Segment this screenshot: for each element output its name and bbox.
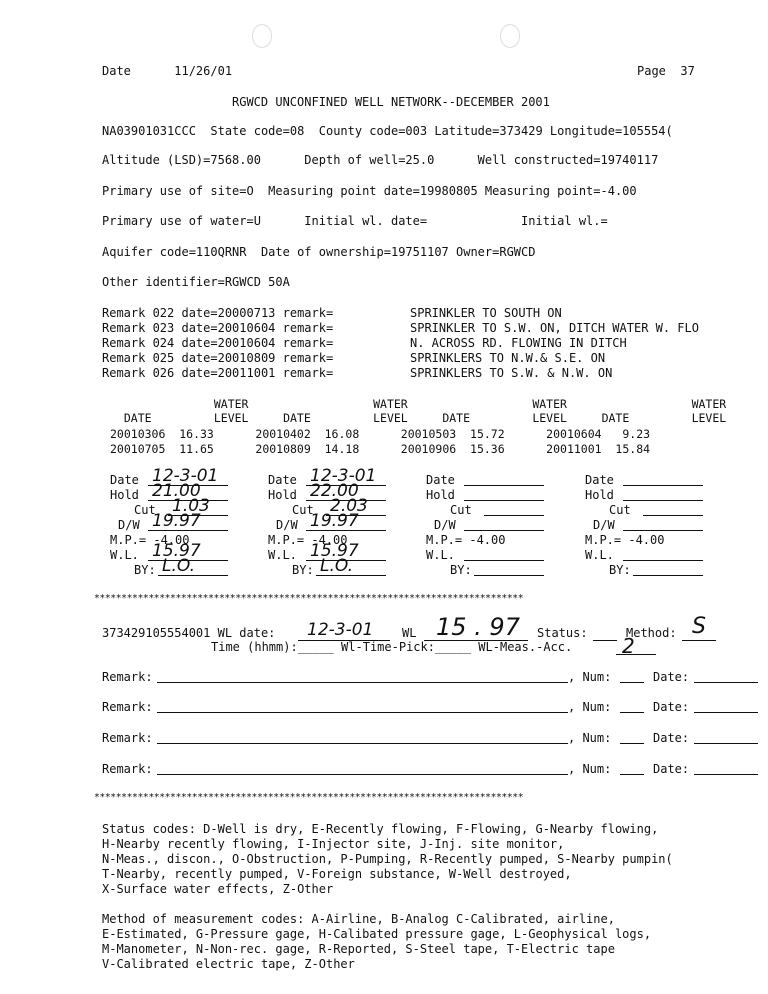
form-label-mp: M.P.= -4.00 [426, 533, 506, 547]
form-label-hold: Hold [268, 488, 297, 502]
remark-text: SPRINKLERS TO S.W. & N.W. ON [410, 366, 613, 380]
site-line: Other identifier=RGWCD 50A [102, 275, 290, 289]
remark-date-label: Date: [653, 731, 690, 745]
form-field-line [623, 530, 703, 531]
remark-header: Remark 026 date=20011001 remark= [102, 366, 334, 380]
method-code-line: E-Estimated, G-Pressure gage, H-Calibated pressure gage, L-Geophysical logs, [102, 927, 652, 941]
handwritten-wl[interactable]: 15.97 [152, 541, 201, 561]
site-line: Primary use of water=U Initial wl. date= Initial wl.= [102, 214, 608, 228]
form-label-hold: Hold [585, 488, 614, 502]
header-date: Date 11/26/01 [102, 64, 233, 78]
remark-input[interactable] [157, 682, 568, 683]
wl-value[interactable]: 15 . 97 [436, 613, 520, 641]
form-label-dw: D/W [276, 518, 298, 532]
form-label-cut: Cut [450, 503, 472, 517]
remark-label: Remark: [102, 700, 153, 714]
form-label-dw: D/W [118, 518, 140, 532]
handwritten-date[interactable]: 12-3-01 [310, 466, 377, 486]
remark-date-input[interactable] [694, 774, 758, 775]
handwritten-wl[interactable]: 15.97 [310, 541, 359, 561]
form-label-date: Date [268, 473, 297, 487]
remark-input[interactable] [157, 743, 568, 744]
site-line: Primary use of site=O Measuring point date=19980805 Measuring point=-4.00 [102, 184, 637, 198]
form-field-line [464, 500, 544, 501]
time-line: Time (hhmm):_____ Wl-Time-Pick:_____ WL-Meas.-Acc. [211, 640, 573, 654]
remark-date-input[interactable] [694, 682, 758, 683]
method-value[interactable]: S [692, 614, 706, 639]
status-code-line: N-Meas., discon., O-Obstruction, P-Pumping, R-Recently pumped, S-Nearby pumpin( [102, 852, 673, 866]
status-code-line: T-Nearby, recently pumped, V-Foreign substance, W-Well destroyed, [102, 867, 572, 881]
remark-num-label: , Num: [568, 700, 612, 714]
remark-text: SPRINKLER TO SOUTH ON [410, 306, 562, 320]
separator: ******************************************************************************* [94, 792, 524, 803]
remark-text: N. ACROSS RD. FLOWING IN DITCH [410, 336, 627, 350]
handwritten-by[interactable]: L.O. [162, 556, 195, 576]
form-label-cut: Cut [292, 503, 314, 517]
form-field-line [464, 560, 544, 561]
site-line: Aquifer code=110QRNR Date of ownership=19751107 Owner=RGWCD [102, 245, 536, 259]
remark-label: Remark: [102, 670, 153, 684]
remark-input[interactable] [157, 712, 568, 713]
remark-num-input[interactable] [620, 743, 644, 744]
method-code-line: Method of measurement codes: A-Airline, B-Analog C-Calibrated, airline, [102, 912, 615, 926]
form-label-by: BY: [609, 563, 631, 577]
form-field-line [474, 575, 544, 576]
site-id-wl-date: 373429105554001 WL date: [102, 626, 276, 640]
remark-date-input[interactable] [694, 743, 758, 744]
levels-header: WATER WATER WATER WATER [110, 397, 727, 411]
method-code-line: V-Calibrated electric tape, Z-Other [102, 957, 355, 971]
method-label: Method: [626, 626, 677, 640]
form-label-wl: W.L. [426, 548, 455, 562]
form-field-line [643, 515, 703, 516]
levels-row: 20010306 16.33 20010402 16.08 20010503 15.72 20010604 9.23 [110, 427, 651, 441]
handwritten-cut[interactable]: 2.03 [330, 496, 368, 516]
page-title: RGWCD UNCONFINED WELL NETWORK--DECEMBER 2001 [232, 95, 550, 109]
form-label-dw: D/W [593, 518, 615, 532]
remark-num-input[interactable] [620, 774, 644, 775]
form-label-date: Date [426, 473, 455, 487]
remark-label: Remark: [102, 731, 153, 745]
remark-input[interactable] [157, 774, 568, 775]
handwritten-by[interactable]: L.O. [320, 556, 353, 576]
handwritten-dw[interactable]: 19.97 [152, 511, 201, 531]
form-field-line [623, 500, 703, 501]
form-field-line [623, 560, 703, 561]
levels-row: 20010705 11.65 20010809 14.18 20010906 15.36 20011001 15.84 [110, 442, 651, 456]
separator: ******************************************************************************* [94, 593, 524, 604]
form-label-cut: Cut [134, 503, 156, 517]
form-label-by: BY: [134, 563, 156, 577]
remark-num-label: , Num: [568, 670, 612, 684]
form-label-wl: W.L. [110, 548, 139, 562]
form-label-wl: W.L. [585, 548, 614, 562]
punch-hole-left [252, 24, 272, 48]
accuracy-value[interactable]: 2 [622, 634, 635, 658]
form-label-date: Date [110, 473, 139, 487]
remark-text: SPRINKLERS TO N.W.& S.E. ON [410, 351, 606, 365]
remark-header: Remark 024 date=20010604 remark= [102, 336, 334, 350]
handwritten-hold[interactable]: 21.00 [152, 481, 201, 501]
form-field-line [623, 485, 703, 486]
status-code-line: X-Surface water effects, Z-Other [102, 882, 334, 896]
handwritten-dw[interactable]: 19.97 [310, 511, 359, 531]
form-label-by: BY: [450, 563, 472, 577]
remark-num-label: , Num: [568, 762, 612, 776]
status-code-line: Status codes: D-Well is dry, E-Recently flowing, F-Flowing, G-Nearby flowing, [102, 822, 659, 836]
status-code-line: H-Nearby recently flowing, I-Injector site, J-Inj. site monitor, [102, 837, 565, 851]
remark-header: Remark 022 date=20000713 remark= [102, 306, 334, 320]
punch-hole-right [500, 24, 520, 48]
form-label-hold: Hold [110, 488, 139, 502]
remark-num-input[interactable] [620, 712, 644, 713]
site-line: Altitude (LSD)=7568.00 Depth of well=25.0 Well constructed=19740117 [102, 153, 659, 167]
wl-date-value[interactable]: 12-3-01 [307, 620, 374, 640]
form-field-line [484, 515, 544, 516]
remark-header: Remark 025 date=20010809 remark= [102, 351, 334, 365]
form-field-line [633, 575, 703, 576]
form-label-mp: M.P.= -4.00 [110, 533, 190, 547]
remark-date-input[interactable] [694, 712, 758, 713]
remark-date-label: Date: [653, 700, 690, 714]
remark-num-label: , Num: [568, 731, 612, 745]
form-label-mp: M.P.= -4.00 [268, 533, 348, 547]
remark-date-label: Date: [653, 670, 690, 684]
form-label-wl: W.L. [268, 548, 297, 562]
form-label-hold: Hold [426, 488, 455, 502]
levels-header: DATE LEVEL DATE LEVEL DATE LEVEL DATE LEVEL [110, 411, 727, 425]
form-label-dw: D/W [434, 518, 456, 532]
wl-label: WL [402, 626, 417, 640]
remark-text: SPRINKLER TO S.W. ON, DITCH WATER W. FLO [410, 321, 699, 335]
handwritten-hold[interactable]: 22.00 [310, 481, 359, 501]
page-number: Page 37 [637, 64, 695, 78]
form-label-by: BY: [292, 563, 314, 577]
remark-num-input[interactable] [620, 682, 644, 683]
handwritten-date[interactable]: 12-3-01 [152, 466, 219, 486]
form-field-line [464, 530, 544, 531]
remark-header: Remark 023 date=20010604 remark= [102, 321, 334, 335]
remark-date-label: Date: [653, 762, 690, 776]
form-label-date: Date [585, 473, 614, 487]
site-line: NA03901031CCC State code=08 County code=003 Latitude=373429 Longitude=105554( [102, 124, 673, 138]
method-code-line: M-Manometer, N-Non-rec. gage, R-Reported, S-Steel tape, T-Electric tape [102, 942, 615, 956]
status-label: Status: [537, 626, 588, 640]
handwritten-cut[interactable]: 1.03 [172, 496, 210, 516]
form-label-mp: M.P.= -4.00 [585, 533, 665, 547]
remark-label: Remark: [102, 762, 153, 776]
form-label-cut: Cut [609, 503, 631, 517]
form-field-line [464, 485, 544, 486]
